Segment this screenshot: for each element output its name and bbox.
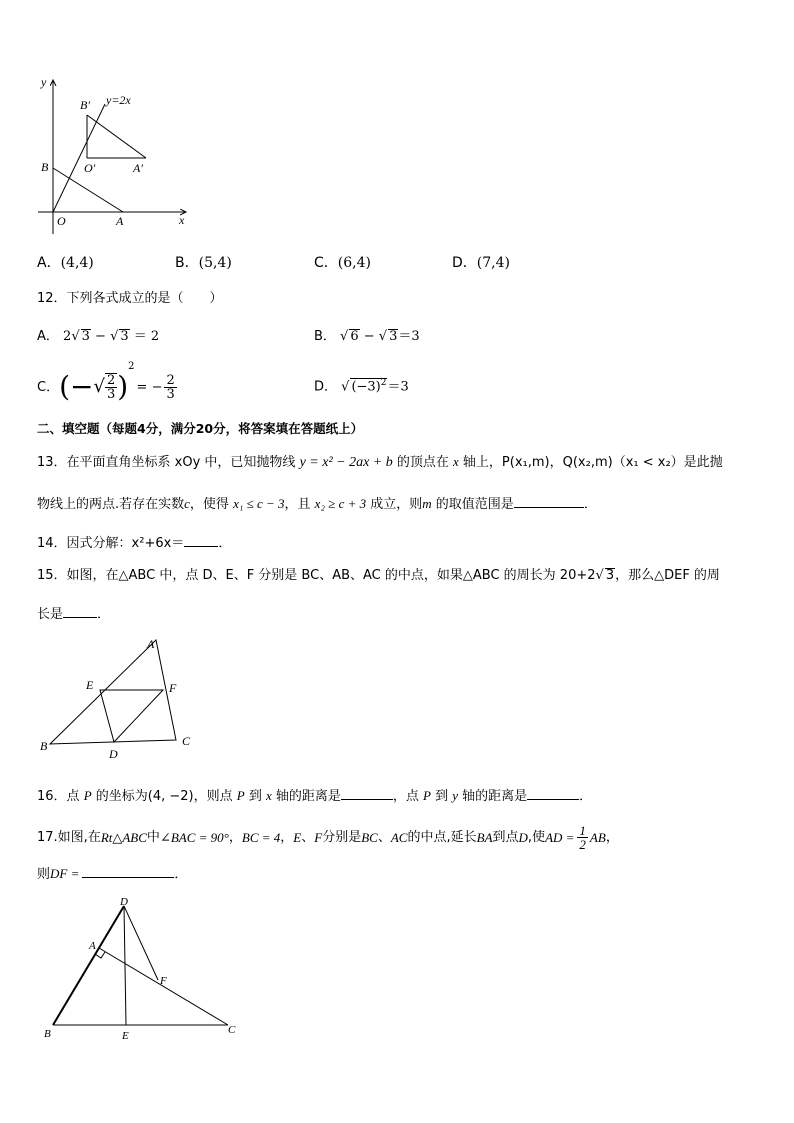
label-C: C [182,734,191,748]
q15-line2: 长是 ． [37,607,111,622]
q12-option-a: A． 2√ 3 − √ 3 ＝ 2 [37,329,160,344]
label-line: y=2x [106,93,131,107]
expr-minus: − [359,329,379,344]
radicand: 3 [81,329,90,344]
q13-line2: 物线上的两点.若存在实数c，使得 x₁ ≤ c − 3，且 x₂ ≥ c + 3 成立，则m 的取值范围是 ． [37,496,597,512]
paren-open: (− [59,370,94,403]
expr-coef: 2 [63,329,72,344]
label-Bp: B′ [80,98,90,112]
option-letter: B． [314,329,336,344]
radicand: 3 [605,568,615,583]
exponent: 2 [380,378,387,388]
option-letter: D． [314,379,338,395]
exponent: 2 [128,361,135,372]
label-B: B [40,739,48,753]
triangle-DEF [100,690,163,742]
parabola-expr: y = x² − 2ax + b [299,455,393,470]
answer-blank[interactable] [514,495,584,508]
answer-blank[interactable] [82,865,174,878]
option-letter: C． [314,255,338,271]
label-F: F [160,975,167,987]
answer-blank-x[interactable] [341,787,393,800]
expr-result: ＝3 [398,329,420,344]
label-A: A [147,637,155,651]
label-B: B [41,160,49,174]
option-letter: D． [452,255,477,271]
q11-figure [30,74,200,236]
label-Op: O′ [84,161,96,175]
label-D: D [120,896,128,908]
radicand: 6 [350,329,359,344]
frac-num: 1 [579,822,586,838]
label-E: E [86,678,94,692]
q14: 14．因式分解：x²+6x＝ ． [37,536,232,551]
q15-figure [36,632,206,762]
frac-den: 3 [106,387,116,402]
frac-den: 2 [579,836,586,852]
triangle-ABC [50,640,176,744]
segment-DE [124,906,126,1025]
expr-result: ＝ 2 [129,329,160,344]
label-A: A [89,940,96,952]
q13-line1: 13．在平面直角坐标系 xOy 中，已知抛物线 y = x² − 2ax + b 的顶点在 x 轴上，P(x₁,m)，Q(x₂,m)（x₁ < x₂）是此抛 [37,454,723,470]
radicand: 3 [120,329,129,344]
q12-option-b: B． √ 6 − √ 3＝3 [314,329,420,344]
answer-blank[interactable] [63,605,97,618]
condition-1: x₁ ≤ c − 3 [233,496,285,511]
label-C: C [228,1024,236,1036]
condition-2: x₂ ≥ c + 3 [314,496,367,511]
q17-line2: 则DF = ． [37,866,188,882]
q11-option-b [175,256,232,270]
radicand: 3 [389,329,398,344]
label-F: F [169,681,177,695]
option-letter: C． [37,379,60,395]
label-x: x [179,213,185,227]
q17-figure [38,894,248,1044]
answer-blank-y[interactable] [527,787,579,800]
option-letter: A． [37,255,61,271]
frac-num: 2 [106,373,116,388]
option-letter: A． [37,329,59,344]
section-heading: 二、填空题（每题4分，满分20分，将答案填在答题纸上） [37,421,364,436]
q12-option-c: C． (− √ $\frac{2}{3}$ ) 2 = − $\frac{2}{3}$ [37,361,175,403]
expr-minus: − [90,329,111,344]
q16: 16．点 P 的坐标为(4, −2)，则点 P 到 x 轴的距离是 ，点 P 到 y 轴的距离是 ． [37,788,593,804]
segment-BD [53,906,124,1025]
q17-line1: 17.如图,在 Rt△ABC 中 ∠BAC = 90° ， BC = 4 ， E 、 F 分别是 BC 、 AC 的中点,延长 BA 到点 D ,使 AD = $\frac{1}{2}$ AB ， [37,822,619,852]
q11-option-a [37,256,94,270]
frac-num: 2 [166,372,175,388]
answer-blank[interactable] [184,534,218,547]
expr-result: ＝3 [387,379,409,395]
expr-eq: = − [136,379,163,395]
frac-den: 3 [166,386,175,402]
option-value: (5,4) [198,255,232,271]
label-y: y [41,75,47,89]
label-B: B [44,1028,51,1040]
segment-BpAp [87,115,146,158]
option-value: (7,4) [476,255,510,271]
segment-DF [124,906,158,980]
q12-option-d: D． √ $(-3)^2=3$ [314,378,409,395]
option-letter: B． [175,255,199,271]
q15-line1: 15．如图，在△ABC 中，点 D、E、F 分别是 BC、AB、AC 的中点，如果△ABC 的周长为 20+2√ 3，那么△DEF 的周 [37,568,720,583]
label-Ap: A′ [133,161,143,175]
q11-option-c [314,256,371,270]
radicand: $(-3)^2$ [351,378,387,395]
option-value: (6,4) [337,255,371,271]
label-A: A [116,214,124,228]
option-value: (4,4) [60,255,94,271]
paren-close: ) [117,370,129,403]
label-D: D [109,747,118,761]
q11-option-d [452,256,510,270]
q12-stem: 12．下列各式成立的是（ ） [37,291,223,306]
label-O: O [57,214,66,228]
label-E: E [122,1030,129,1042]
